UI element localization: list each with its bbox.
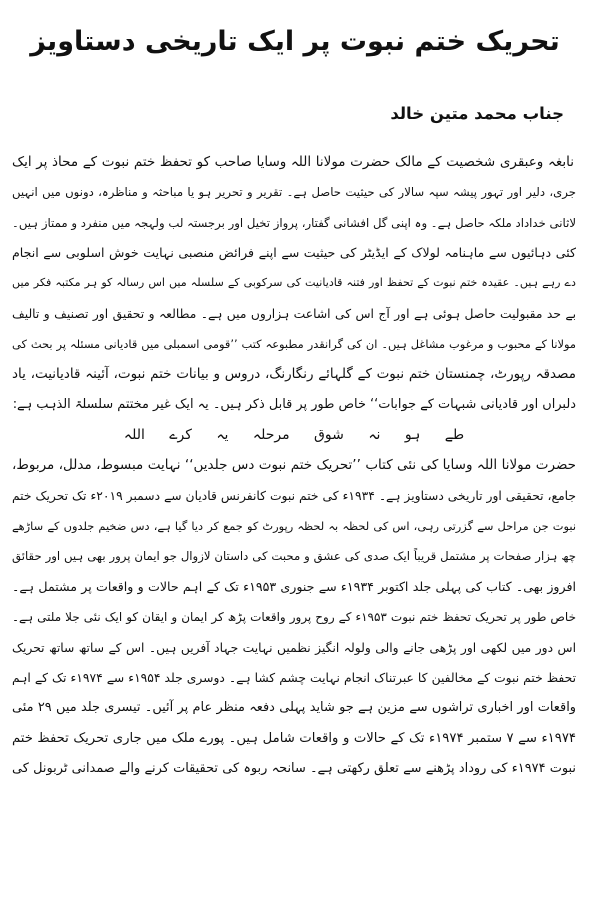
verse-line: طے ہو نہ شوق مرحلہ یہ کرے اللہ (123, 427, 465, 444)
body-line: تحفظ ختم نبوت کے مخالفین کا عبرتناک انجام نہایت چشم کشا ہے۔ دوسری جلد ۱۹۵۴ء سے ۱۹۷۴ء تک کے اہم (12, 670, 576, 685)
body-line: نابغہ وعبقری شخصیت کے مالک حضرت مولانا اللہ وسایا صاحب کو تحفظ ختم نبوت کے محاذ پر ایک (12, 154, 574, 170)
body-line: دے رہے ہیں۔ عقیدہ ختم نبوت کے تحفظ اور فتنہ قادیانیت کی سرکوبی کے سلسلہ میں اس رسالہ کو ہر مکتبہ فکر میں (12, 276, 576, 290)
body-line: لاثانی خداداد ملکہ حاصل ہے۔ وہ اپنی گل افشانی گفتار، پرواز تخیل اور برجستہ لب ولہجہ میں منفرد و ممتاز ہیں۔ (12, 215, 576, 230)
body-line: جری، دلیر اور تہور پیشہ سپہ سالار کی حیثیت حاصل ہے۔ تقریر و تحریر ہو یا مباحثہ و مناظرہ، دونوں میں انہیں (12, 185, 576, 200)
body-line: بے حد مقبولیت حاصل ہوئی ہے اور آج اس کی اشاعت ہزاروں میں ہے۔ مطالعہ و تحقیق اور تصنیف و تالیف (12, 306, 576, 321)
body-line: ۱۹۷۴ء سے ۷ ستمبر ۱۹۷۴ء تک کے حالات و واقعات شامل ہیں۔ پورے ملک میں جاری تحریک تحفظ ختم (12, 730, 576, 746)
body-line: نبوت ۱۹۷۴ء کی روداد پڑھنے سے تعلق رکھتی ہے۔ سانحہ ربوہ کی تحقیقات کرنے والے صمدانی ٹربونل کی (12, 760, 576, 776)
body-line: اس دور میں لکھی اور پڑھی جانے والی ولولہ انگیز نظمیں نہایت جہاد آفریں ہیں۔ اس کے ساتھ ساتھ تحریک (12, 640, 576, 655)
body-line: دلبراں اور قادیانی شبہات کے جوابات‘‘ خاص طور پر قابل ذکر ہیں۔ یہ ایک غیر مختتم سلسلۃ الذہب ہے: (12, 396, 576, 412)
body-line: حضرت مولانا اللہ وسایا کی نئی کتاب ’’تحریک ختم نبوت دس جلدیں‘‘ نہایت مبسوط، مدلل، مربوط، (12, 457, 576, 474)
body-line: مولانا کے محبوب و مرغوب مشاغل ہیں۔ ان کی گرانقدر مطبوعہ کتب ’’قومی اسمبلی میں قادیانی مسئلہ پر بحث کی (12, 337, 576, 352)
article-body (12, 147, 576, 784)
body-line: چھ ہزار صفحات پر مشتمل قریباً ایک صدی کی عشق و محبت کی داستان لازوال جو ایمان پرور بھی ہیں اور حقائق (12, 549, 576, 564)
body-line: افروز بھی۔ کتاب کی پہلی جلد اکتوبر ۱۹۳۴ء سے جنوری ۱۹۵۳ء تک کے اہم حالات و واقعات پر مشتمل ہے۔ (12, 578, 576, 594)
body-line: نبوت جن مراحل سے گزرتی رہی، اس کی لحظہ بہ لحظہ رپورٹ کو جمع کر دیا گیا ہے، دس ضخیم جلدوں کے ساڑھے (12, 519, 576, 534)
body-line: جامع، تحقیقی اور تاریخی دستاویز ہے۔ ۱۹۳۴ء کی ختم نبوت کانفرنس قادیان سے دسمبر ۲۰۱۹ء تک تحریک ختم (12, 488, 576, 503)
body-line: کئی دہائیوں سے ماہنامہ لولاک کے ایڈیٹر کی حیثیت سے اپنے فرائض منصبی نہایت خوش اسلوبی سے انجام (12, 245, 576, 261)
article-title: تحریک ختم نبوت پر ایک تاریخی دستاویز (30, 26, 560, 57)
body-line: مصدقہ رپورٹ، چمنستان ختم نبوت کے گلہائے رنگارنگ، دروس و بیانات ختم نبوت، آئینہ قادیانیت، یاد (12, 366, 576, 383)
author-name: جناب محمد متین خالد (390, 104, 564, 123)
body-line: واقعات اور اخباری تراشوں سے مزین ہے جو شاید پہلی دفعہ منظر عام پر آئیں۔ تیسری جلد میں ۲۹ مئی (12, 700, 576, 716)
body-line: خاص طور پر تحریک تحفظ ختم نبوت ۱۹۵۳ء کے روح پرور واقعات پڑھ کر ایمان و ایقان کو ایک نئی جلا ملتی ہے۔ (12, 610, 576, 625)
